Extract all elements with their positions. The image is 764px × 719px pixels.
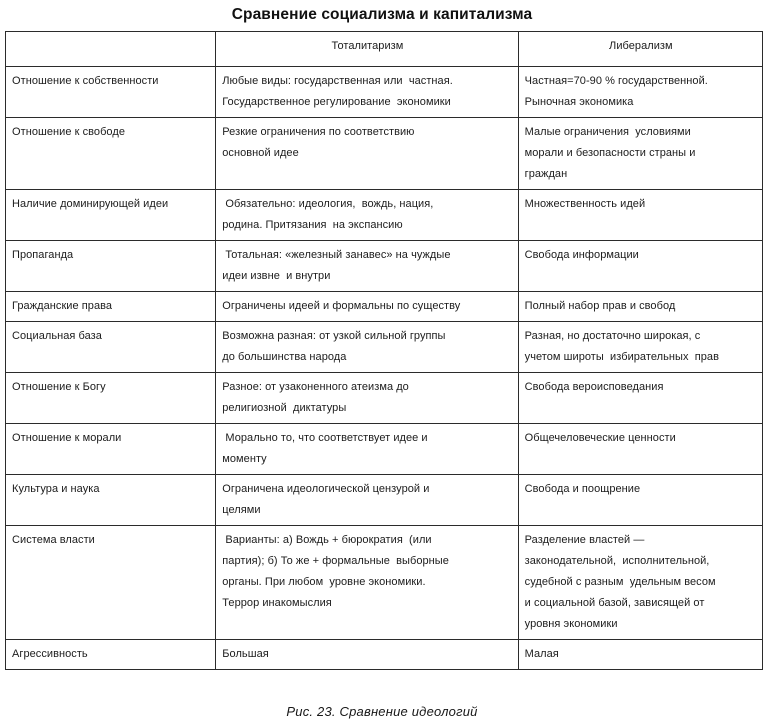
table-row xyxy=(6,67,763,118)
column-header-liberalism: Либерализм xyxy=(518,32,762,67)
cell-text-line: уровня экономики xyxy=(524,618,618,630)
cell-text-line: моменту xyxy=(222,453,267,465)
cell-text-line: Разделение властей — xyxy=(524,534,645,546)
row-liberalism: Свобода вероисповедания xyxy=(518,373,762,424)
table-row xyxy=(6,640,763,670)
row-totalitarianism xyxy=(216,475,518,526)
row-label: Отношение к Богу xyxy=(6,373,216,424)
cell-text-line: учетом широты избирательных прав xyxy=(524,351,719,363)
row-liberalism: Множественность идей xyxy=(518,190,762,241)
row-label: Агрессивность xyxy=(6,640,216,670)
row-totalitarianism xyxy=(216,322,518,373)
row-liberalism xyxy=(518,118,762,190)
row-liberalism: Малая xyxy=(518,640,762,670)
table-row xyxy=(6,526,763,640)
cell-text-line: Резкие ограничения по соответствию xyxy=(222,126,415,138)
cell-text-line: Разная, но достаточно широкая, с xyxy=(524,330,701,342)
row-liberalism: Свобода и поощрение xyxy=(518,475,762,526)
page-title: Сравнение социализма и капитализма xyxy=(231,6,533,23)
comparison-table xyxy=(5,31,763,670)
table-body xyxy=(6,67,763,670)
cell-text-line: Любые виды: государственная или частная. xyxy=(222,75,453,87)
row-label: Культура и наука xyxy=(6,475,216,526)
row-totalitarianism xyxy=(216,190,518,241)
cell-text-line: партия); б) То же + формальные выборные xyxy=(222,555,449,567)
row-label: Социальная база xyxy=(6,322,216,373)
table-header xyxy=(6,32,763,67)
table-row xyxy=(6,190,763,241)
cell-text-line: Возможна разная: от узкой сильной группы xyxy=(222,330,446,342)
figure-caption: Рис. 23. Сравнение идеологий xyxy=(286,704,478,719)
row-label: Наличие доминирующей идеи xyxy=(6,190,216,241)
row-totalitarianism xyxy=(216,241,518,292)
cell-text-line: Морально то, что соответствует идее и xyxy=(222,432,428,444)
cell-text-line: идеи извне и внутри xyxy=(222,270,331,282)
cell-text-line: Государственное регулирование экономики xyxy=(222,96,451,108)
table-row xyxy=(6,373,763,424)
cell-text-line: морали и безопасности страны и xyxy=(524,147,696,159)
row-totalitarianism xyxy=(216,424,518,475)
cell-text-line: и социальной базой, зависящей от xyxy=(524,597,705,609)
cell-text-line: религиозной диктатуры xyxy=(222,402,347,414)
cell-text-line: судебной с разным удельным весом xyxy=(524,576,716,588)
row-totalitarianism xyxy=(216,118,518,190)
row-totalitarianism xyxy=(216,373,518,424)
column-header-criteria xyxy=(6,32,216,67)
row-liberalism: Общечеловеческие ценности xyxy=(518,424,762,475)
table-row xyxy=(6,322,763,373)
row-totalitarianism: Большая xyxy=(216,640,518,670)
row-liberalism xyxy=(518,322,762,373)
row-label: Отношение к собственности xyxy=(6,67,216,118)
cell-text-line: Малые ограничения условиями xyxy=(524,126,691,138)
row-totalitarianism: Ограничены идеей и формальны по существу xyxy=(216,292,518,322)
row-liberalism: Полный набор прав и свобод xyxy=(518,292,762,322)
column-header-totalitarianism: Тоталитаризм xyxy=(216,32,518,67)
cell-text-line: Ограничена идеологической цензурой и xyxy=(222,483,430,495)
cell-text-line: Обязательно: идеология, вождь, нация, xyxy=(222,198,434,210)
table-header-row xyxy=(6,32,763,67)
table-row xyxy=(6,241,763,292)
row-liberalism xyxy=(518,67,762,118)
row-totalitarianism xyxy=(216,67,518,118)
cell-text-line: до большинства народа xyxy=(222,351,347,363)
cell-text-line: Разное: от узаконенного атеизма до xyxy=(222,381,409,393)
row-label: Отношение к свободе xyxy=(6,118,216,190)
row-liberalism: Свобода информации xyxy=(518,241,762,292)
cell-text-line: Террор инакомыслия xyxy=(222,597,332,609)
cell-text-line: родина. Притязания на экспансию xyxy=(222,219,403,231)
cell-text-line: Тотальная: «железный занавес» на чуждые xyxy=(222,249,451,261)
cell-text-line: Варианты: а) Вождь + бюрократия (или xyxy=(222,534,432,546)
cell-text-line: органы. При любом уровне экономики. xyxy=(222,576,426,588)
row-label: Пропаганда xyxy=(6,241,216,292)
cell-text-line: Частная=70-90 % государственной. xyxy=(524,75,708,87)
row-totalitarianism xyxy=(216,526,518,640)
cell-text-line: целями xyxy=(222,504,261,516)
row-label: Отношение к морали xyxy=(6,424,216,475)
cell-text-line: граждан xyxy=(524,168,568,180)
table-row xyxy=(6,292,763,322)
cell-text-line: основной идее xyxy=(222,147,299,159)
row-label: Система власти xyxy=(6,526,216,640)
table-row xyxy=(6,118,763,190)
cell-text-line: законодательной, исполнительной, xyxy=(524,555,710,567)
row-liberalism xyxy=(518,526,762,640)
table-row xyxy=(6,424,763,475)
row-label: Гражданские права xyxy=(6,292,216,322)
table-row xyxy=(6,475,763,526)
cell-text-line: Рыночная экономика xyxy=(524,96,634,108)
